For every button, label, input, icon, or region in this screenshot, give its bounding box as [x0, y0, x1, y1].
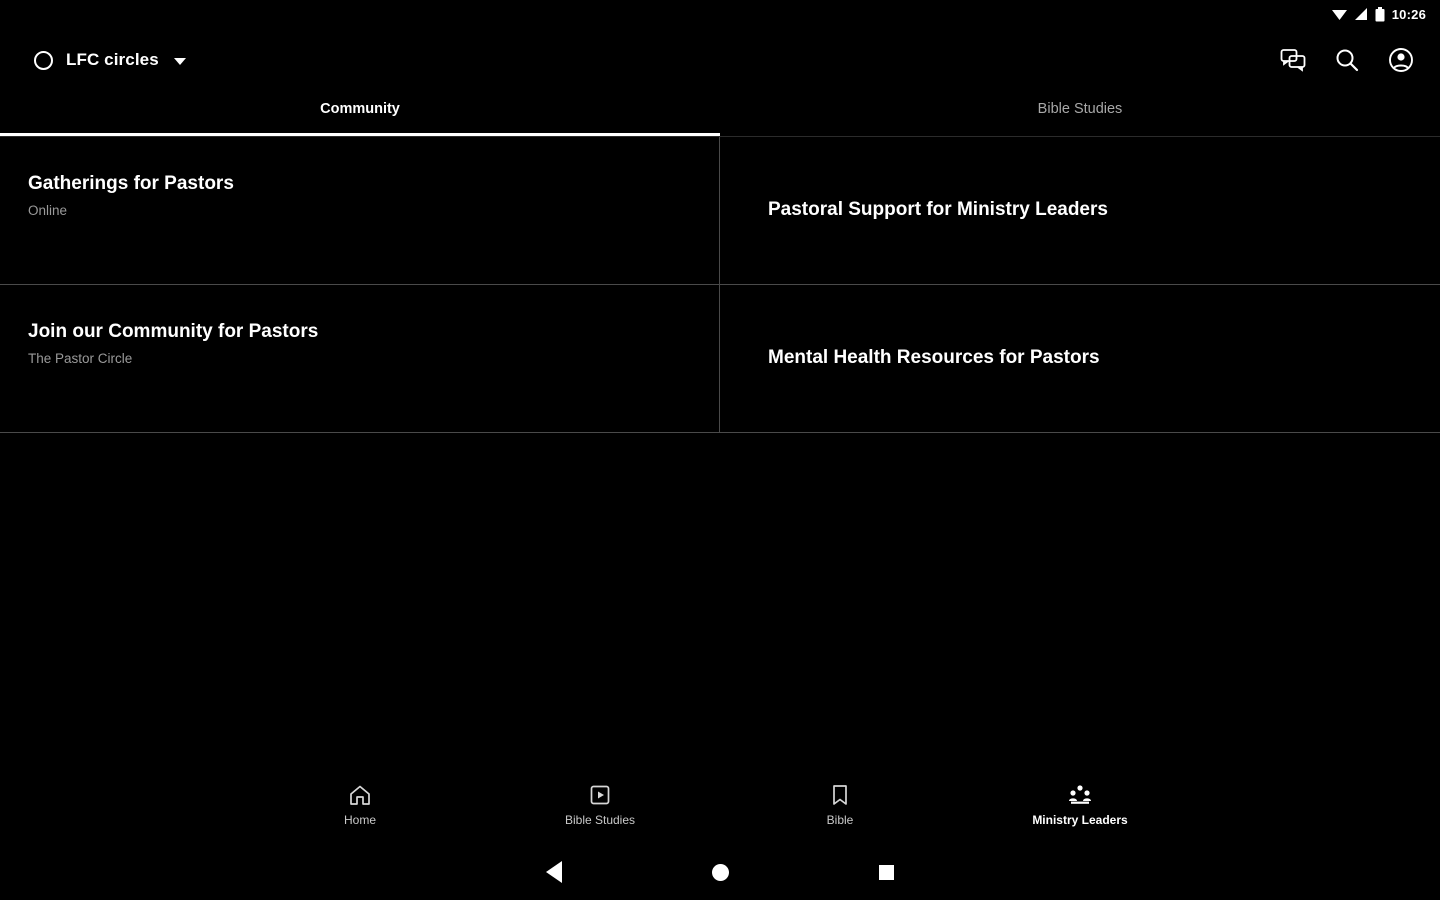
circle-logo-icon — [34, 51, 53, 70]
list-item[interactable] — [0, 137, 719, 285]
nav-label: Ministry Leaders — [1032, 813, 1128, 827]
status-time: 10:26 — [1391, 6, 1426, 22]
nav-label: Bible — [826, 813, 854, 827]
tab-bible-studies[interactable] — [720, 92, 1440, 136]
community-column — [0, 137, 720, 433]
tab-bar — [0, 92, 1440, 136]
bottom-navigation — [0, 772, 1440, 838]
square-recents-icon[interactable] — [879, 865, 894, 880]
play-square-icon — [588, 783, 612, 807]
home-icon — [348, 783, 372, 807]
search-icon[interactable] — [1334, 47, 1360, 73]
status-bar — [0, 0, 1440, 28]
nav-item-bible[interactable] — [780, 783, 900, 827]
wifi-icon — [1332, 8, 1347, 21]
circle-home-icon[interactable] — [712, 864, 729, 881]
card-title: Gatherings for Pastors — [28, 173, 234, 194]
list-item[interactable] — [720, 285, 1440, 433]
cellular-signal-icon — [1354, 8, 1368, 21]
tab-community[interactable] — [0, 92, 720, 136]
list-item[interactable] — [0, 285, 719, 433]
people-group-icon — [1067, 783, 1093, 807]
card-title: Join our Community for Pastors — [28, 321, 319, 342]
brand-selector[interactable] — [34, 50, 186, 70]
book-icon — [828, 783, 852, 807]
tab-community-label: Community — [320, 101, 400, 117]
card-title: Pastoral Support for Ministry Leaders — [768, 199, 1108, 221]
nav-item-ministry-leaders[interactable] — [1020, 783, 1140, 827]
list-item[interactable] — [720, 137, 1440, 285]
account-icon[interactable] — [1388, 47, 1414, 73]
nav-label: Home — [343, 813, 376, 827]
brand-name: LFC circles — [66, 50, 159, 69]
triangle-back-icon[interactable] — [546, 861, 562, 883]
nav-label: Bible Studies — [564, 813, 636, 827]
card-title: Mental Health Resources for Pastors — [768, 347, 1100, 369]
battery-icon — [1375, 7, 1385, 22]
card-subtitle: The Pastor Circle — [28, 350, 133, 366]
tab-bible-studies-label: Bible Studies — [1037, 101, 1123, 117]
app-bar — [0, 28, 1440, 92]
system-navigation-bar — [0, 844, 1440, 900]
chevron-down-icon[interactable] — [174, 58, 186, 65]
messages-icon[interactable] — [1280, 47, 1306, 73]
content-grid — [0, 136, 1440, 433]
nav-item-bible-studies[interactable] — [540, 783, 660, 827]
nav-item-home[interactable] — [300, 783, 420, 827]
card-subtitle: Online — [28, 202, 68, 218]
resources-column — [720, 137, 1440, 433]
app-bar-actions — [1280, 47, 1414, 73]
